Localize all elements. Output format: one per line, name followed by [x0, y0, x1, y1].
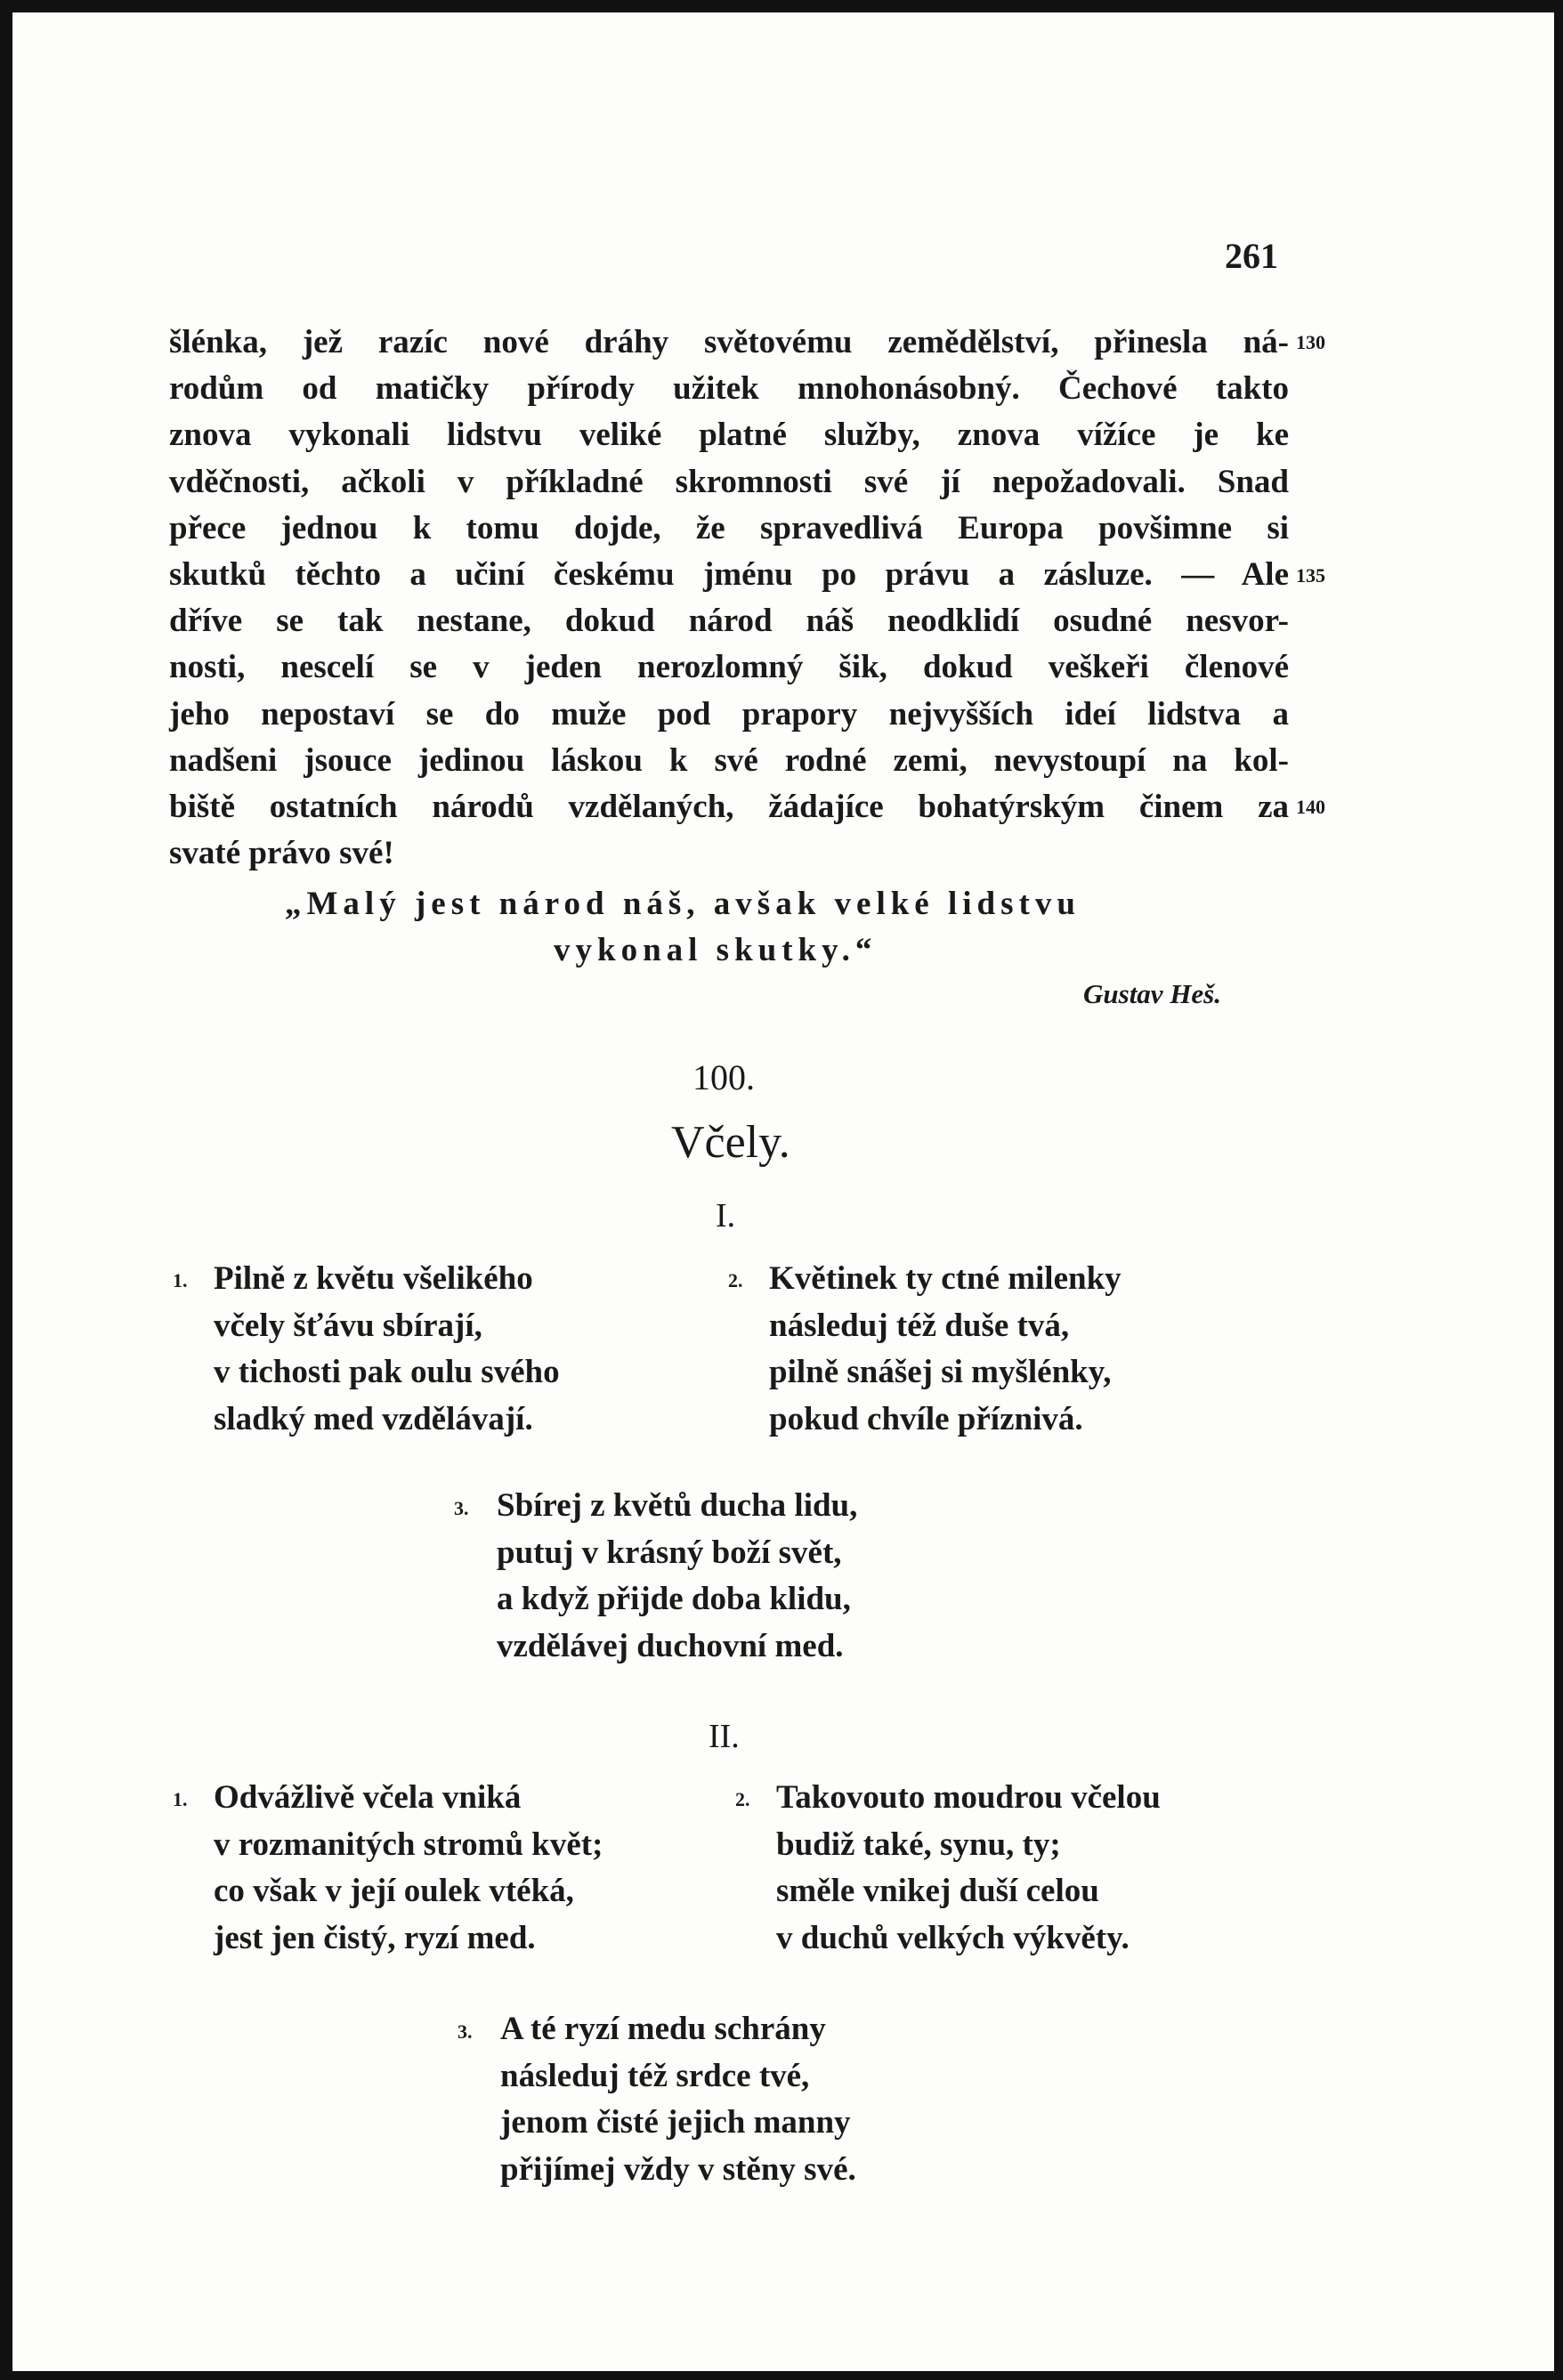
verse-line: budiž také, synu, ty; [776, 1825, 1061, 1863]
verse-line: v duchů velkých výkvěty. [776, 1919, 1130, 1956]
line-number: 135 [1296, 564, 1325, 587]
verse-line: Pilně z květu všelikého [214, 1260, 533, 1297]
stanza-number: 1. [173, 1788, 188, 1810]
prose-line: jeho nepostaví se do muže pod prapory nejvyšších ideí lidstva a [169, 695, 1289, 733]
stanza [776, 1775, 1161, 1962]
prose-line: nosti, nescelí se v jeden nerozlomný šik, dokud veškeři členové [169, 649, 1289, 686]
prose-paragraph [169, 320, 1289, 877]
prose-line: biště ostatních národů vzdělaných, žádajíce bohatýrským činem za [169, 788, 1289, 825]
verse-line: následuj též srdce tvé, [500, 2057, 810, 2094]
verse-line: přijímej vždy v stěny své. [500, 2150, 856, 2188]
prose-line: skutků těchto a učiní českému jménu po právu a zásluze. — Ale [169, 555, 1289, 593]
verse-line: směle vnikej duší celou [776, 1873, 1099, 1909]
verse-line: Sbírej z květů ducha lidu, [497, 1487, 858, 1524]
quote-line: „Malý jest národ náš, avšak velké lidstvu [285, 886, 1081, 922]
line-number: 130 [1296, 331, 1325, 353]
stanza-number: 3. [454, 1497, 469, 1519]
prose-line: nadšeni jsouce jedinou láskou k své rodné zemi, nevystoupí na kol- [169, 741, 1289, 779]
prose-line: vděčnosti, ačkoli v příkladné skromnosti své jí nepožadovali. Snad [169, 463, 1289, 500]
stanza-number: 3. [458, 2020, 473, 2043]
verse-line: co však v její oulek vtéká, [214, 1873, 574, 1909]
verse-line: Odvážlivě včela vniká [214, 1779, 522, 1816]
stanza [500, 2006, 856, 2193]
stanza-number: 2. [735, 1788, 750, 1810]
stanza [497, 1483, 857, 1670]
poem-title: Včely. [671, 1117, 790, 1168]
verse-line: následuj též duše tvá, [769, 1307, 1070, 1344]
verse-line: a když přijde doba klidu, [497, 1581, 851, 1617]
stanza [214, 1256, 560, 1443]
verse-line: v tichosti pak oulu svého [214, 1354, 560, 1390]
prose-line: svaté právo své! [169, 835, 394, 872]
quote-line: vykonal skutky.“ [554, 932, 878, 968]
prose-line: rodům od matičky přírody užitek mnohonásobný. Čechové takto [169, 370, 1289, 408]
verse-line: sladký med vzdělávají. [214, 1400, 533, 1437]
section-mark: I. [716, 1197, 736, 1235]
stanza-number: 2. [728, 1269, 743, 1291]
stanza [214, 1775, 603, 1962]
stanza-number: 1. [173, 1269, 188, 1291]
line-number: 140 [1296, 796, 1325, 818]
verse-line: včely šťávu sbírají, [214, 1307, 482, 1344]
prose-line: dříve se tak nestane, dokud národ náš neodklidí osudné nesvor- [169, 603, 1289, 640]
prose-line: znova vykonali lidstvu veliké platné služby, znova vížíce je ke [169, 417, 1289, 454]
prose-line: šlénka, jež razíc nové dráhy světovému zemědělství, přinesla ná- [169, 324, 1289, 360]
verse-line: Květinek ty ctné milenky [769, 1260, 1122, 1297]
verse-line: pokud chvíle příznivá. [769, 1400, 1083, 1437]
poem-number: 100. [692, 1057, 755, 1097]
author-signature: Gustav Heš. [1083, 978, 1221, 1009]
stanza [769, 1256, 1122, 1443]
verse-line: jenom čisté jejich manny [500, 2104, 851, 2141]
verse-line: v rozmanitých stromů květ; [214, 1825, 603, 1863]
page-number: 261 [1225, 236, 1278, 276]
verse-line: putuj v krásný boží svět, [497, 1534, 842, 1571]
verse-line: Takovouto moudrou včelou [776, 1779, 1161, 1816]
prose-line: přece jednou k tomu dojde, že spravedlivá Europa povšimne si [169, 509, 1289, 546]
verse-line: vzdělávej duchovní med. [497, 1627, 844, 1664]
verse-line: pilně snášej si myšlénky, [769, 1354, 1112, 1390]
section-mark: II. [709, 1718, 740, 1755]
verse-line: A té ryzí medu schrány [500, 2011, 826, 2047]
verse-line: jest jen čistý, ryzí med. [214, 1919, 536, 1956]
